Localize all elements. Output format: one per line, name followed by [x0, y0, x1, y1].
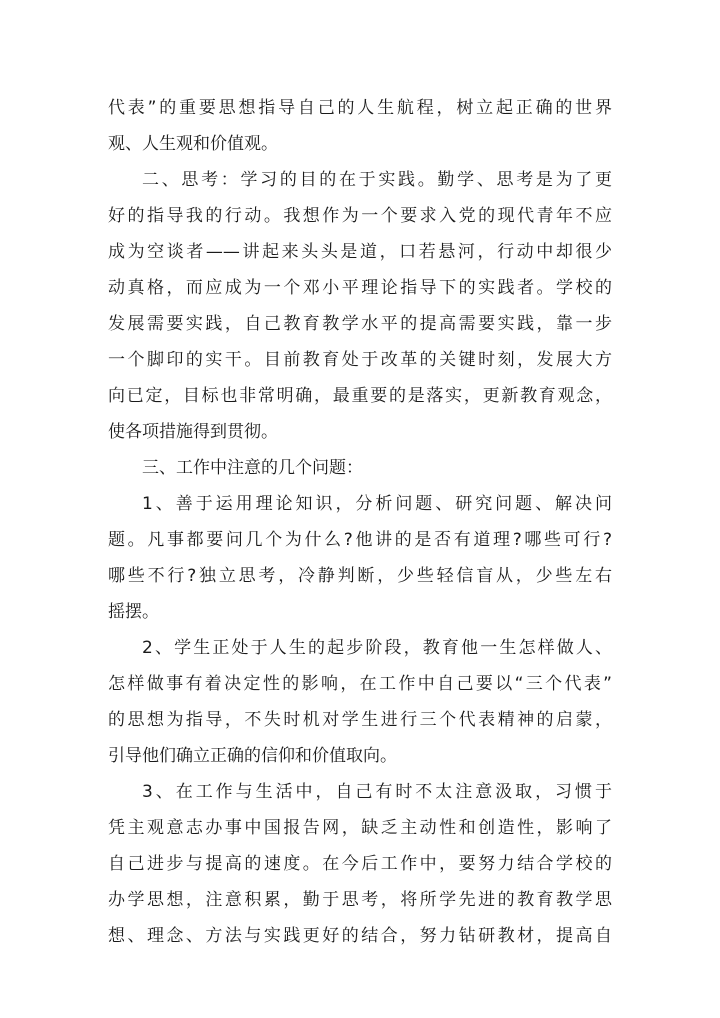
text-line-6: 动真格，而应成为一个邓小平理论指导下的实践者。学校的 — [108, 278, 612, 298]
text-line-12: 1、善于运用理论知识，分析问题、研究问题、解决问 — [142, 494, 612, 514]
text-line-2: 观、人生观和价值观。 — [108, 134, 278, 154]
text-line-20: 3、在工作与生活中，自己有时不太注意汲取，习惯于 — [142, 782, 612, 802]
text-line-14: 哪些不行?独立思考，冷静判断，少些轻信盲从，少些左右 — [108, 566, 612, 586]
text-line-17: 怎样做事有着决定性的影响，在工作中自己要以“三个代表” — [108, 674, 612, 694]
text-line-1: 代表”的重要思想指导自己的人生航程，树立起正确的世界 — [108, 98, 612, 118]
text-line-10: 使各项措施得到贯彻。 — [108, 422, 278, 442]
text-line-8: 一个脚印的实干。目前教育处于改革的关键时刻，发展大方 — [108, 350, 612, 370]
section-heading-3: 三、工作中注意的几个问题： — [142, 458, 363, 478]
text-line-5: 成为空谈者——讲起来头头是道，口若悬河，行动中却很少 — [108, 242, 612, 262]
text-line-15: 摇摆。 — [108, 602, 159, 622]
text-line-19: 引导他们确立正确的信仰和价值取向。 — [108, 746, 397, 766]
text-line-13: 题。凡事都要问几个为什么?他讲的是否有道理?哪些可行? — [108, 530, 612, 550]
text-line-3: 二、思考：学习的目的在于实践。勤学、思考是为了更 — [142, 170, 612, 190]
text-line-24: 想、理念、方法与实践更好的结合，努力钻研教材，提高自 — [108, 926, 612, 946]
text-line-23: 办学思想，注意积累，勤于思考，将所学先进的教育教学思 — [108, 890, 612, 910]
text-line-18: 的思想为指导，不失时机对学生进行三个代表精神的启蒙， — [108, 710, 612, 730]
text-line-9: 向已定，目标也非常明确，最重要的是落实，更新教育观念， — [108, 386, 612, 406]
text-line-22: 自己进步与提高的速度。在今后工作中，要努力结合学校的 — [108, 854, 612, 874]
text-line-4: 好的指导我的行动。我想作为一个要求入党的现代青年不应 — [108, 206, 612, 226]
text-line-7: 发展需要实践，自己教育教学水平的提高需要实践，靠一步 — [108, 314, 612, 334]
text-line-21: 凭主观意志办事中国报告网，缺乏主动性和创造性，影响了 — [108, 818, 612, 838]
text-line-16: 2、学生正处于人生的起步阶段，教育他一生怎样做人、 — [142, 638, 612, 658]
